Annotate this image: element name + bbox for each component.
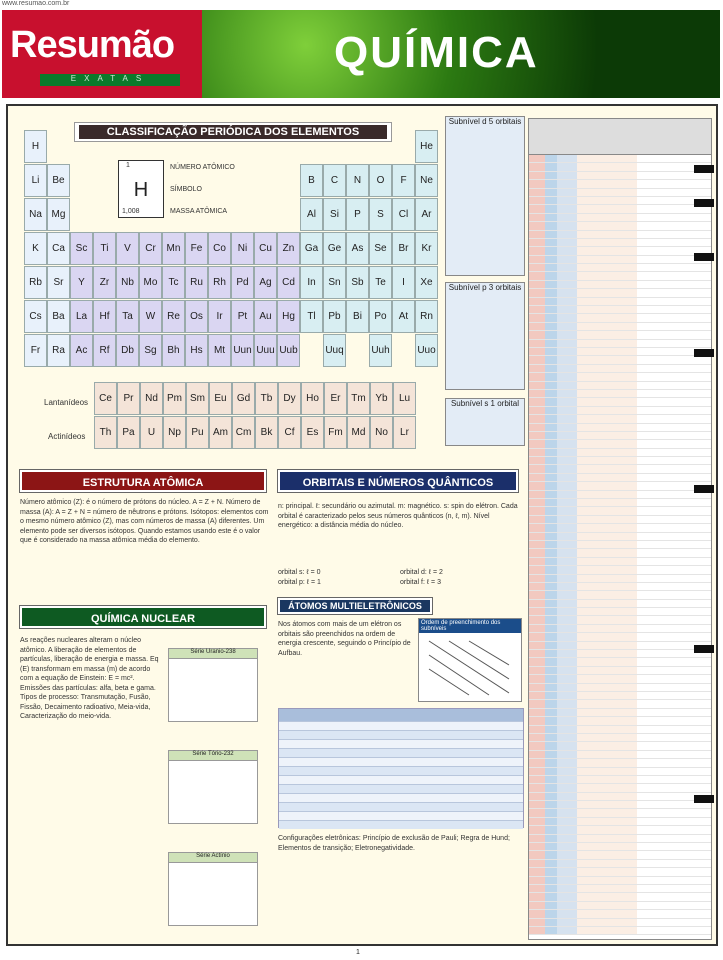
- table-row: [279, 730, 523, 739]
- element-list: [528, 118, 712, 940]
- element-row: [529, 365, 711, 373]
- element-cell: Re: [162, 300, 185, 333]
- element-cell: Ne: [415, 164, 438, 197]
- element-row: [529, 172, 711, 180]
- element-row: [529, 860, 711, 868]
- element-row: [529, 507, 711, 515]
- element-row: [529, 675, 711, 683]
- element-row: [529, 306, 711, 314]
- orbital-item: orbital s: ℓ = 0: [278, 569, 321, 576]
- table-row: [279, 721, 523, 730]
- element-row: [529, 709, 711, 717]
- element-cell: At: [392, 300, 415, 333]
- element-cell: Ce: [94, 382, 117, 415]
- table-row: [279, 784, 523, 793]
- element-cell: Cd: [277, 266, 300, 299]
- element-cell: Uuh: [369, 334, 392, 367]
- element-cell: Ho: [301, 382, 324, 415]
- element-row: [529, 742, 711, 750]
- element-row: [529, 692, 711, 700]
- element-row: [529, 658, 711, 666]
- element-row: [529, 885, 711, 893]
- element-row: [529, 583, 711, 591]
- element-row: [529, 524, 711, 532]
- element-cell: Pu: [186, 416, 209, 449]
- element-cell: Dy: [278, 382, 301, 415]
- element-row: [529, 247, 711, 255]
- element-row: [529, 843, 711, 851]
- element-row: [529, 465, 711, 473]
- quimica-nuclear-text: As reações nucleares alteram o núcleo atômico. A liberação de elementos de partículas, liberação de energia e massa. Eq (E) transformam em massa (m) de acordo com a equação de Einstein: E = mc². Emissões das partículas: alfa, beta e gama. Tipos de processo: Transmutação, Fusão, Fissão, Decaimento radioativo, Meia-vida, Caracterização do meio-vida.: [20, 637, 159, 720]
- element-row: [529, 608, 711, 616]
- element-cell: Hf: [93, 300, 116, 333]
- orbital-s-panel: [445, 398, 525, 446]
- element-row: [529, 197, 711, 205]
- element-row: [529, 457, 711, 465]
- element-cell: Nb: [116, 266, 139, 299]
- element-cell: Ru: [185, 266, 208, 299]
- element-row: [529, 474, 711, 482]
- element-cell: Ba: [47, 300, 70, 333]
- element-cell: Er: [324, 382, 347, 415]
- element-cell: U: [140, 416, 163, 449]
- element-row: [529, 575, 711, 583]
- element-cell: Ac: [70, 334, 93, 367]
- element-cell: No: [370, 416, 393, 449]
- element-list-header: [529, 119, 711, 155]
- element-row: [529, 784, 711, 792]
- element-cell: Ti: [93, 232, 116, 265]
- element-cell: Sn: [323, 266, 346, 299]
- element-cell: Fm: [324, 416, 347, 449]
- element-row: [529, 801, 711, 809]
- element-cell: Sr: [47, 266, 70, 299]
- element-cell: Cr: [139, 232, 162, 265]
- element-cell: Th: [94, 416, 117, 449]
- element-row: [529, 231, 711, 239]
- brand-name: Resumão: [10, 24, 175, 66]
- element-cell: Rb: [24, 266, 47, 299]
- element-row: [529, 902, 711, 910]
- element-cell: Be: [47, 164, 70, 197]
- element-row: [529, 818, 711, 826]
- element-cell: Au: [254, 300, 277, 333]
- element-row: [529, 877, 711, 885]
- orbital-item: orbital f: ℓ = 3: [400, 579, 441, 586]
- element-row: [529, 826, 711, 834]
- element-cell: P: [346, 198, 369, 231]
- element-cell: Ga: [300, 232, 323, 265]
- element-cell: Ca: [47, 232, 70, 265]
- element-cell: Sg: [139, 334, 162, 367]
- element-cell: He: [415, 130, 438, 163]
- brand-subtitle: EXATAS: [40, 74, 180, 86]
- element-row: [529, 398, 711, 406]
- element-cell: Se: [369, 232, 392, 265]
- element-cell: Rf: [93, 334, 116, 367]
- period-marker: [694, 165, 714, 173]
- element-row: [529, 415, 711, 423]
- table-row: [279, 775, 523, 784]
- element-cell: Te: [369, 266, 392, 299]
- element-row: [529, 541, 711, 549]
- element-row: [529, 205, 711, 213]
- element-cell: Na: [24, 198, 47, 231]
- element-row: [529, 163, 711, 171]
- orbitais-title: ORBITAIS E NÚMEROS QUÂNTICOS: [278, 470, 518, 492]
- element-row: [529, 256, 711, 264]
- decay-chart-actinium: [168, 852, 258, 926]
- period-marker: [694, 349, 714, 357]
- element-cell: Os: [185, 300, 208, 333]
- multieletronicos-title: ÁTOMOS MULTIELETRÔNICOS: [278, 598, 432, 614]
- estrutura-atomica-title: ESTRUTURA ATÔMICA: [20, 470, 266, 492]
- element-cell: As: [346, 232, 369, 265]
- element-cell: Es: [301, 416, 324, 449]
- aufbau-arrows-icon: [419, 633, 521, 703]
- orbitais-text: n: principal. ℓ: secundário ou azimutal. m: magnético. s: spin do elétron. Cada orbital é caracterizado pelos seus números quânticos (n, ℓ, m). Nível energético: a distância média do núcleo.: [278, 503, 518, 529]
- element-row: [529, 155, 711, 163]
- element-row: [529, 281, 711, 289]
- element-row: [529, 390, 711, 398]
- element-cell: Zr: [93, 266, 116, 299]
- element-cell: Cf: [278, 416, 301, 449]
- element-cell: S: [369, 198, 392, 231]
- element-row: [529, 759, 711, 767]
- element-row: [529, 382, 711, 390]
- multieletronicos-text: Nos átomos com mais de um elétron os orbitais são preenchidos na ordem de energia crescente, seguindo o Princípio de Aufbau.: [278, 621, 411, 657]
- quantum-table-header: [279, 709, 523, 721]
- period-marker: [694, 485, 714, 493]
- element-cell: O: [369, 164, 392, 197]
- element-cell: Bh: [162, 334, 185, 367]
- element-row: [529, 482, 711, 490]
- element-cell: N: [346, 164, 369, 197]
- element-row: [529, 314, 711, 322]
- element-cell: Fe: [185, 232, 208, 265]
- element-cell: La: [70, 300, 93, 333]
- element-row: [529, 298, 711, 306]
- element-cell: Uuu: [254, 334, 277, 367]
- table-row: [279, 748, 523, 757]
- element-row: [529, 919, 711, 927]
- element-row: [529, 373, 711, 381]
- element-cell: Kr: [415, 232, 438, 265]
- legend-label-number: NÚMERO ATÔMICO: [170, 164, 235, 171]
- element-row: [529, 424, 711, 432]
- element-row: [529, 323, 711, 331]
- element-cell: Ta: [116, 300, 139, 333]
- element-cell: In: [300, 266, 323, 299]
- element-cell: Mn: [162, 232, 185, 265]
- element-row: [529, 851, 711, 859]
- element-cell: Sm: [186, 382, 209, 415]
- element-cell: Co: [208, 232, 231, 265]
- chart-title: Série Tório-232: [169, 751, 257, 761]
- element-row: [529, 868, 711, 876]
- element-row: [529, 625, 711, 633]
- element-cell: Tb: [255, 382, 278, 415]
- element-cell: Po: [369, 300, 392, 333]
- element-cell: Si: [323, 198, 346, 231]
- orbital-item: orbital d: ℓ = 2: [400, 569, 443, 576]
- quantum-table: [278, 708, 524, 828]
- legend-label-symbol: SÍMBOLO: [170, 186, 202, 193]
- period-marker: [694, 795, 714, 803]
- element-cell: C: [323, 164, 346, 197]
- element-row: [529, 348, 711, 356]
- decay-chart-thorium: [168, 750, 258, 824]
- element-cell: Tl: [300, 300, 323, 333]
- element-cell: Rn: [415, 300, 438, 333]
- element-cell: Cm: [232, 416, 255, 449]
- element-row: [529, 910, 711, 918]
- element-cell: B: [300, 164, 323, 197]
- element-cell: Hg: [277, 300, 300, 333]
- element-cell: Mg: [47, 198, 70, 231]
- table-row: [279, 766, 523, 775]
- element-row: [529, 700, 711, 708]
- element-cell: Bk: [255, 416, 278, 449]
- element-row: [529, 809, 711, 817]
- table-row: [279, 811, 523, 820]
- element-cell: Tm: [347, 382, 370, 415]
- element-row: [529, 600, 711, 608]
- element-row: [529, 591, 711, 599]
- element-cell: Gd: [232, 382, 255, 415]
- element-cell: F: [392, 164, 415, 197]
- orbital-s-title: Subnível s 1 orbital: [450, 399, 520, 408]
- legend-symbol: H: [118, 160, 164, 218]
- period-marker: [694, 253, 714, 261]
- element-cell: Uun: [231, 334, 254, 367]
- element-row: [529, 356, 711, 364]
- table-row: [279, 820, 523, 829]
- element-cell: Pt: [231, 300, 254, 333]
- aufbau-diagram: [418, 618, 522, 702]
- element-cell: Am: [209, 416, 232, 449]
- element-row: [529, 272, 711, 280]
- element-row: [529, 734, 711, 742]
- estrutura-atomica-text: Número atômico (Z): é o número de prótons do núcleo. A = Z + N. Número de massa (A): A = Z + N = número de nêutrons e prótons. Isótopos: elementos com o mesmo número atômico (Z), mas com números de massa (A) diferentes. Um elemento pode ser diversos isótopos. Quando estamos usando este é o valor que é considerado na massa atômica média do elemento.: [20, 499, 269, 544]
- element-row: [529, 440, 711, 448]
- element-row: [529, 533, 711, 541]
- element-cell: Yb: [370, 382, 393, 415]
- element-cell: Uub: [277, 334, 300, 367]
- orbital-p-title: Subnível p 3 orbitais: [448, 283, 522, 292]
- element-row: [529, 650, 711, 658]
- element-cell: Mt: [208, 334, 231, 367]
- element-row: [529, 449, 711, 457]
- element-cell: Mo: [139, 266, 162, 299]
- element-cell: Eu: [209, 382, 232, 415]
- element-row: [529, 549, 711, 557]
- page-number: 1: [356, 949, 360, 956]
- element-cell: Pd: [231, 266, 254, 299]
- element-cell: Pr: [117, 382, 140, 415]
- element-row: [529, 927, 711, 935]
- element-row: [529, 684, 711, 692]
- content-sheet: [6, 104, 718, 946]
- quimica-nuclear-title: QUÍMICA NUCLEAR: [20, 606, 266, 628]
- element-cell: Uuo: [415, 334, 438, 367]
- element-row: [529, 516, 711, 524]
- element-cell: Hs: [185, 334, 208, 367]
- element-row: [529, 432, 711, 440]
- element-cell: Cl: [392, 198, 415, 231]
- legend-number: 1: [126, 162, 130, 169]
- element-row: [529, 751, 711, 759]
- orbital-item: orbital p: ℓ = 1: [278, 579, 321, 586]
- element-cell: Lu: [393, 382, 416, 415]
- element-cell: Rh: [208, 266, 231, 299]
- element-cell: Tc: [162, 266, 185, 299]
- element-cell: Pm: [163, 382, 186, 415]
- period-marker: [694, 199, 714, 207]
- element-row: [529, 239, 711, 247]
- element-row: [529, 499, 711, 507]
- title-banner: [202, 10, 720, 98]
- element-row: [529, 667, 711, 675]
- element-row: [529, 768, 711, 776]
- actinides-label: Actinídeos: [48, 432, 86, 441]
- element-cell: Md: [347, 416, 370, 449]
- element-cell: Cu: [254, 232, 277, 265]
- element-cell: Y: [70, 266, 93, 299]
- element-row: [529, 264, 711, 272]
- aufbau-diagram-title: Ordem de preenchimento dos subníveis: [419, 619, 521, 633]
- lanthanides-label: Lantanídeos: [44, 398, 89, 407]
- element-cell: Li: [24, 164, 47, 197]
- element-cell: W: [139, 300, 162, 333]
- element-row: [529, 407, 711, 415]
- element-row: [529, 893, 711, 901]
- element-cell: Uuq: [323, 334, 346, 367]
- page-title: QUÍMICA: [334, 28, 539, 77]
- element-cell: Ni: [231, 232, 254, 265]
- element-cell: Ra: [47, 334, 70, 367]
- brand-logo: [2, 10, 202, 98]
- element-cell: Xe: [415, 266, 438, 299]
- site-url[interactable]: www.resumao.com.br: [2, 0, 70, 7]
- table-row: [279, 739, 523, 748]
- element-cell: Db: [116, 334, 139, 367]
- orbital-d-panel: [445, 116, 525, 276]
- chart-title: Série Actínio: [169, 853, 257, 863]
- element-row: [529, 633, 711, 641]
- element-row: [529, 180, 711, 188]
- element-row: [529, 566, 711, 574]
- legend-label-mass: MASSA ATÔMICA: [170, 208, 228, 215]
- element-row: [529, 189, 711, 197]
- element-row: [529, 340, 711, 348]
- table-row: [279, 757, 523, 766]
- element-cell: Ge: [323, 232, 346, 265]
- legend-mass: 1,008: [122, 208, 140, 215]
- table-row: [279, 802, 523, 811]
- element-row: [529, 331, 711, 339]
- element-row: [529, 793, 711, 801]
- element-row: [529, 717, 711, 725]
- element-cell: Pa: [117, 416, 140, 449]
- element-cell: I: [392, 266, 415, 299]
- element-cell: Lr: [393, 416, 416, 449]
- element-cell: Cs: [24, 300, 47, 333]
- periodic-table-title-box: [74, 122, 392, 142]
- period-marker: [694, 645, 714, 653]
- element-cell: Sc: [70, 232, 93, 265]
- orbital-d-title: Subnível d 5 orbitais: [448, 117, 522, 126]
- element-cell: Bi: [346, 300, 369, 333]
- element-cell: V: [116, 232, 139, 265]
- element-cell: Ar: [415, 198, 438, 231]
- element-cell: Pb: [323, 300, 346, 333]
- element-row: [529, 558, 711, 566]
- element-cell: Zn: [277, 232, 300, 265]
- element-cell: H: [24, 130, 47, 163]
- element-cell: Al: [300, 198, 323, 231]
- element-cell: Fr: [24, 334, 47, 367]
- header: [2, 10, 720, 98]
- element-row: [529, 642, 711, 650]
- element-row: [529, 214, 711, 222]
- element-cell: Np: [163, 416, 186, 449]
- element-cell: Ag: [254, 266, 277, 299]
- multieletronicos-footer: Configurações eletrônicas: Princípio de exclusão de Pauli; Regra de Hund; Elementos de transição; Eletronegatividade.: [278, 835, 510, 852]
- element-row: [529, 835, 711, 843]
- element-row: [529, 491, 711, 499]
- element-cell: Ir: [208, 300, 231, 333]
- chart-title: Série Uranio-238: [169, 649, 257, 659]
- element-row: [529, 222, 711, 230]
- orbital-p-panel: [445, 282, 525, 390]
- element-cell: K: [24, 232, 47, 265]
- element-row: [529, 726, 711, 734]
- table-row: [279, 793, 523, 802]
- element-row: [529, 776, 711, 784]
- decay-chart-uranium: [168, 648, 258, 722]
- element-cell: Br: [392, 232, 415, 265]
- element-row: [529, 289, 711, 297]
- element-row: [529, 616, 711, 624]
- periodic-table-title: CLASSIFICAÇÃO PERIÓDICA DOS ELEMENTOS: [79, 125, 387, 139]
- element-cell: Nd: [140, 382, 163, 415]
- element-cell: Sb: [346, 266, 369, 299]
